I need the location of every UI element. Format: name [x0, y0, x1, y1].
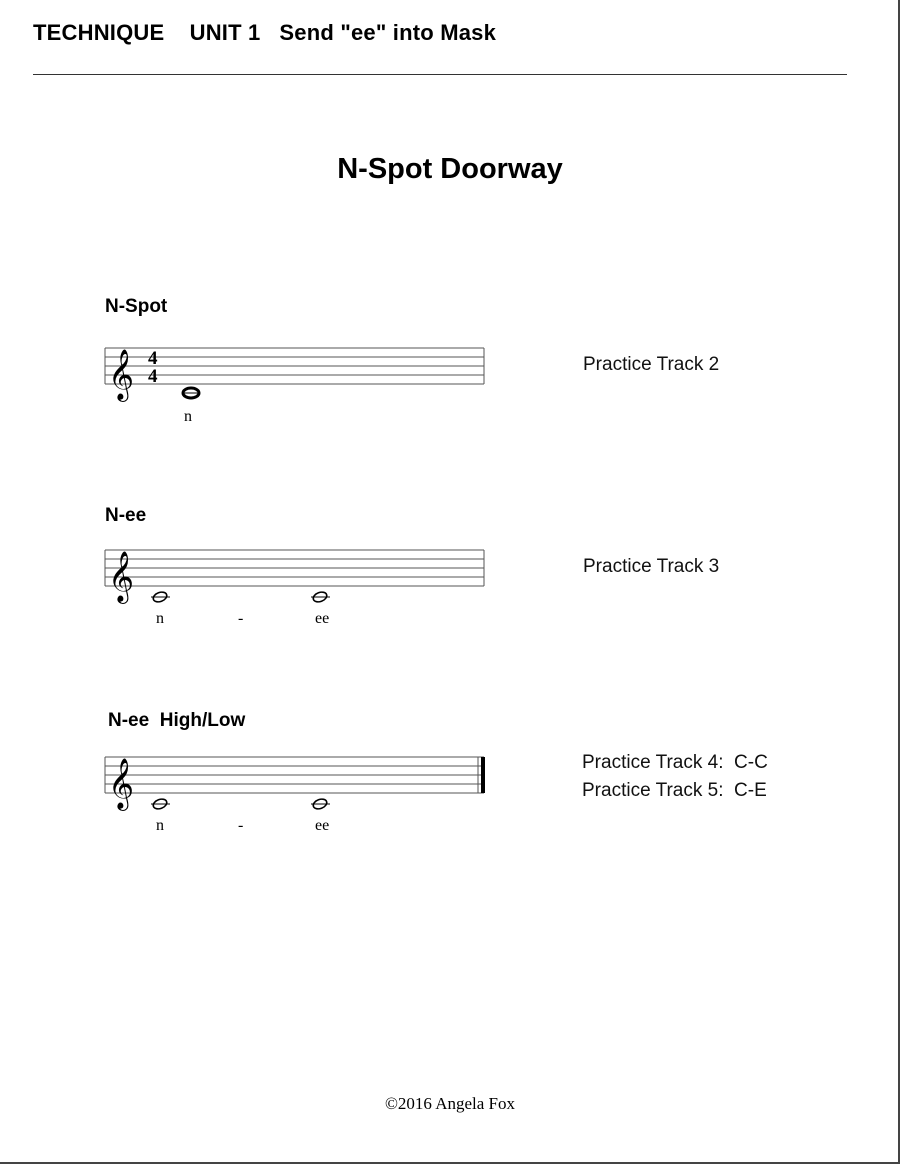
- exercise-label-n-ee-high-low: N-ee High/Low: [108, 710, 246, 731]
- lyric-hyphen: -: [238, 817, 244, 834]
- lyric-syllable: ee: [315, 817, 330, 834]
- treble-clef-icon: 𝄞: [108, 349, 135, 400]
- header-rule: [33, 74, 847, 75]
- lyric-syllable: n: [184, 408, 192, 425]
- treble-clef-icon: 𝄞: [108, 758, 135, 809]
- staff-n-ee: [100, 532, 490, 612]
- staff-n-spot: [100, 330, 490, 410]
- final-barline: [481, 757, 485, 793]
- practice-track-label: Practice Track 5: C-E: [582, 780, 767, 801]
- time-signature-bottom: 4: [148, 366, 158, 387]
- lyric-syllable: n: [156, 610, 164, 627]
- practice-track-label: Practice Track 2: [583, 354, 720, 375]
- exercise-label-n-spot: N-Spot: [105, 296, 168, 317]
- treble-clef-icon: 𝄞: [108, 551, 135, 602]
- exercise-label-n-ee: N-ee: [105, 505, 147, 526]
- lyric-syllable: n: [156, 817, 164, 834]
- time-signature-top: 4: [148, 348, 158, 369]
- page-title: N-Spot Doorway: [337, 153, 563, 185]
- lyric-hyphen: -: [238, 610, 244, 627]
- lyric-syllable: ee: [315, 610, 330, 627]
- staff-n-ee-high-low: [100, 739, 490, 819]
- practice-track-label: Practice Track 3: [583, 556, 720, 577]
- practice-track-label: Practice Track 4: C-C: [582, 752, 768, 773]
- unit-header: TECHNIQUE UNIT 1 Send "ee" into Mask: [33, 20, 497, 45]
- copyright-footer: ©2016 Angela Fox: [384, 1094, 516, 1113]
